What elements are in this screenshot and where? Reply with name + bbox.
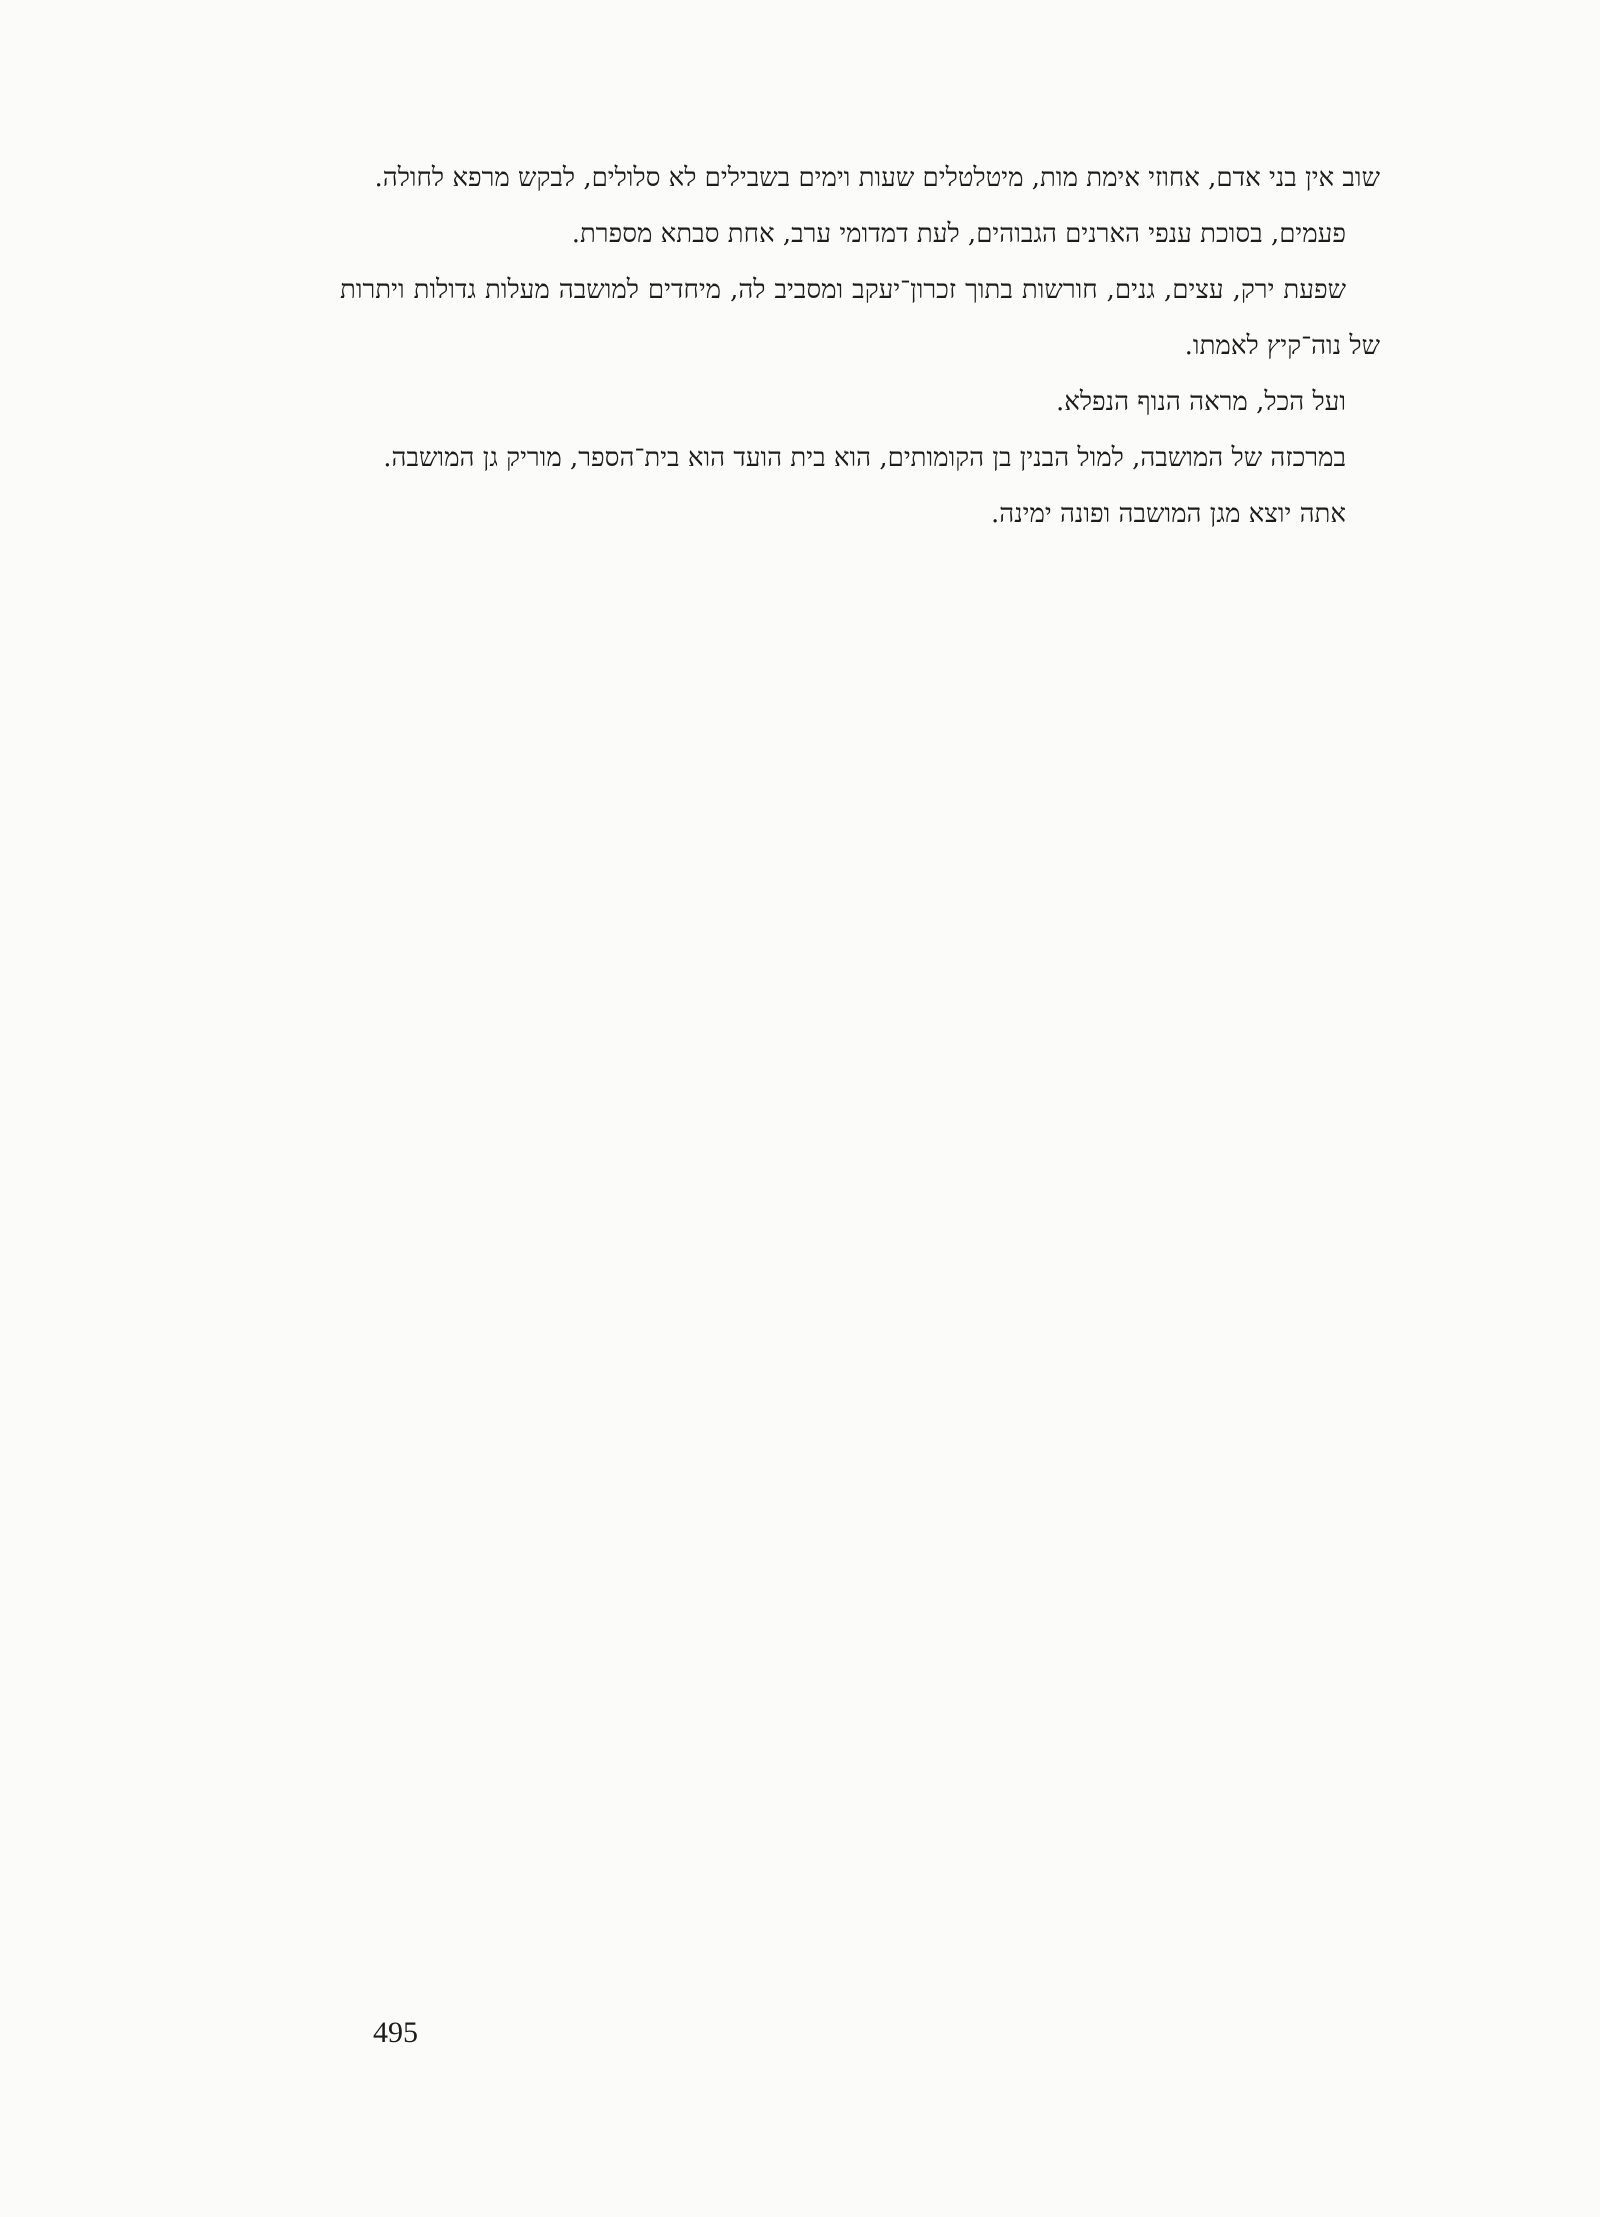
paragraph: במרכזה של המושבה, למול הבנין בן הקומותים, הוא בית הועד הוא בית־הספר, מוריק גן המושבה. [383,443,1346,473]
paragraph: שפעת ירק, עצים, גנים, חורשות בתוך זכרון־יעקב ומסביב לה, מיחדים למושבה מעלות גדולות ויתרות של נוה־קיץ לאמתו. [340,275,1380,361]
page-number: 495 [373,2016,418,2049]
paragraph: שוב אין בני אדם, אחוזי אימת מות, מיטלטלים שעות וימים בשבילים לא סלולים, לבקש מרפא לחולה. [374,163,1380,193]
body-text [340,150,1380,542]
paragraph: ועל הכל, מראה הנוף הנפלא. [1055,387,1346,417]
paragraph: אתה יוצא מגן המושבה ופונה ימינה. [990,499,1346,529]
paragraph: פעמים, בסוכת ענפי הארנים הגבוהים, לעת דמדומי ערב, אחת סבתא מספרת. [571,219,1346,249]
